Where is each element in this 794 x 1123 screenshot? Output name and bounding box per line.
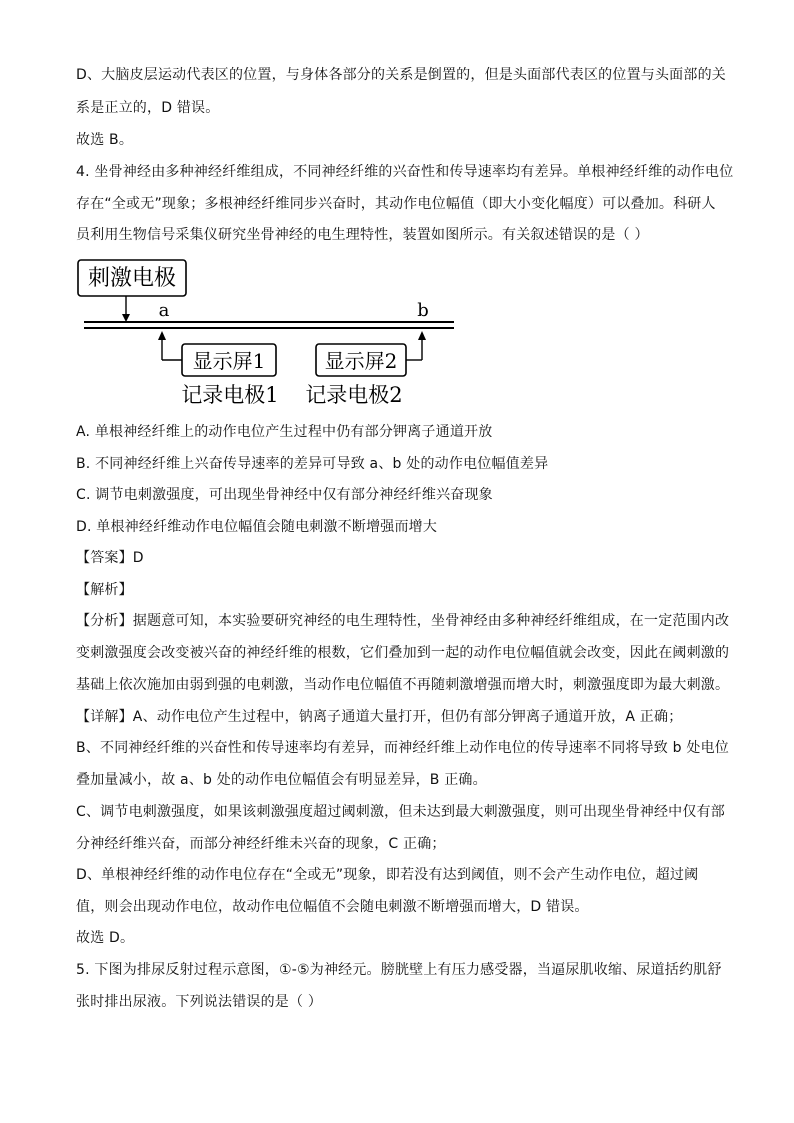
option-c: C. 调节电刺激强度，可出现坐骨神经中仅有部分神经纤维兴奋现象 — [76, 487, 493, 503]
analysis-line: 值，则会出现动作电位，故动作电位幅值不会随电刺激不断增强而增大，D 错误。 — [76, 899, 589, 915]
rec-electrode-2-label: 记录电极2 — [305, 383, 403, 407]
text-line: 故选 B。 — [76, 132, 134, 148]
experiment-figure — [70, 252, 470, 412]
question-4-stem: 4. 坐骨神经由多种神经纤维组成，不同神经纤维的兴奋性和传导速率均有差异。单根神经纤维的动作电位 — [76, 164, 734, 180]
rec-electrode-1-label: 记录电极1 — [181, 383, 279, 407]
question-5-stem: 5. 下图为排尿反射过程示意图，①-⑤为神经元。膀胱壁上有压力感受器，当逼尿肌收缩、尿道括约肌舒 — [76, 962, 722, 978]
analysis-line: 分神经纤维兴奋，而部分神经纤维未兴奋的现象，C 正确； — [76, 836, 446, 852]
question-4-stem: 员利用生物信号采集仪研究坐骨神经的电生理特性，装置如图所示。有关叙述错误的是（ ） — [76, 227, 649, 243]
option-d: D. 单根神经纤维动作电位幅值会随电刺激不断增强而增大 — [76, 519, 438, 535]
text-line: D、大脑皮层运动代表区的位置，与身体各部分的关系是倒置的，但是头面部代表区的位置与头面部的关 — [76, 67, 726, 83]
point-a-label: a — [158, 300, 170, 321]
analysis-line: 【分析】据题意可知，本实验要研究神经的电生理特性，坐骨神经由多种神经纤维组成，在一定范围内改 — [76, 613, 730, 629]
rec-arrowhead-2 — [418, 331, 426, 340]
analysis-line: C、调节电刺激强度，如果该刺激强度超过阈刺激，但未达到最大刺激强度，则可出现坐骨神经中仅有部 — [76, 804, 725, 820]
screen-1-label: 显示屏1 — [192, 349, 266, 373]
stim-arrowhead — [122, 314, 130, 322]
analysis-line: 变刺激强度会改变被兴奋的神经纤维的根数，它们叠加到一起的动作电位幅值就会改变，因此在阈刺激的 — [76, 645, 730, 661]
rec-arrowhead-1 — [158, 331, 166, 340]
option-a: A. 单根神经纤维上的动作电位产生过程中仍有部分钾离子通道开放 — [76, 424, 493, 440]
analysis-line: 故选 D。 — [76, 930, 135, 946]
option-b: B. 不同神经纤维上兴奋传导速率的差异可导致 a、b 处的动作电位幅值差异 — [76, 456, 549, 472]
question-4-stem: 存在“全或无”现象；多根神经纤维同步兴奋时，其动作电位幅值（即大小变化幅度）可以叠加。科研人 — [76, 196, 716, 212]
analysis-line: 【详解】A、动作电位产生过程中，钠离子通道大量打开，但仍有部分钾离子通道开放，A 正确； — [76, 709, 683, 725]
analysis-line: B、不同神经纤维的兴奋性和传导速率均有差异，而神经纤维上动作电位的传导速率不同将导致 b 处电位 — [76, 740, 729, 756]
answer-line: 【答案】D — [76, 550, 144, 566]
analysis-line: 叠加量减小，故 a、b 处的动作电位幅值会有明显差异，B 正确。 — [76, 772, 487, 788]
stim-electrode-label: 刺激电极 — [87, 266, 177, 291]
analysis-line: D、单根神经纤维的动作电位存在“全或无”现象，即若没有达到阈值，则不会产生动作电位，超过阈 — [76, 867, 699, 883]
question-5-stem: 张时排出尿液。下列说法错误的是（ ） — [76, 994, 323, 1010]
screen-2-label: 显示屏2 — [324, 349, 398, 373]
point-b-label: b — [417, 300, 429, 321]
analysis-heading: 【解析】 — [76, 582, 133, 598]
analysis-line: 基础上依次施加由弱到强的电刺激，当动作电位幅值不再随刺激增强而增大时，刺激强度即为最大刺激。 — [76, 677, 730, 693]
text-line: 系是正立的，D 错误。 — [76, 100, 220, 116]
